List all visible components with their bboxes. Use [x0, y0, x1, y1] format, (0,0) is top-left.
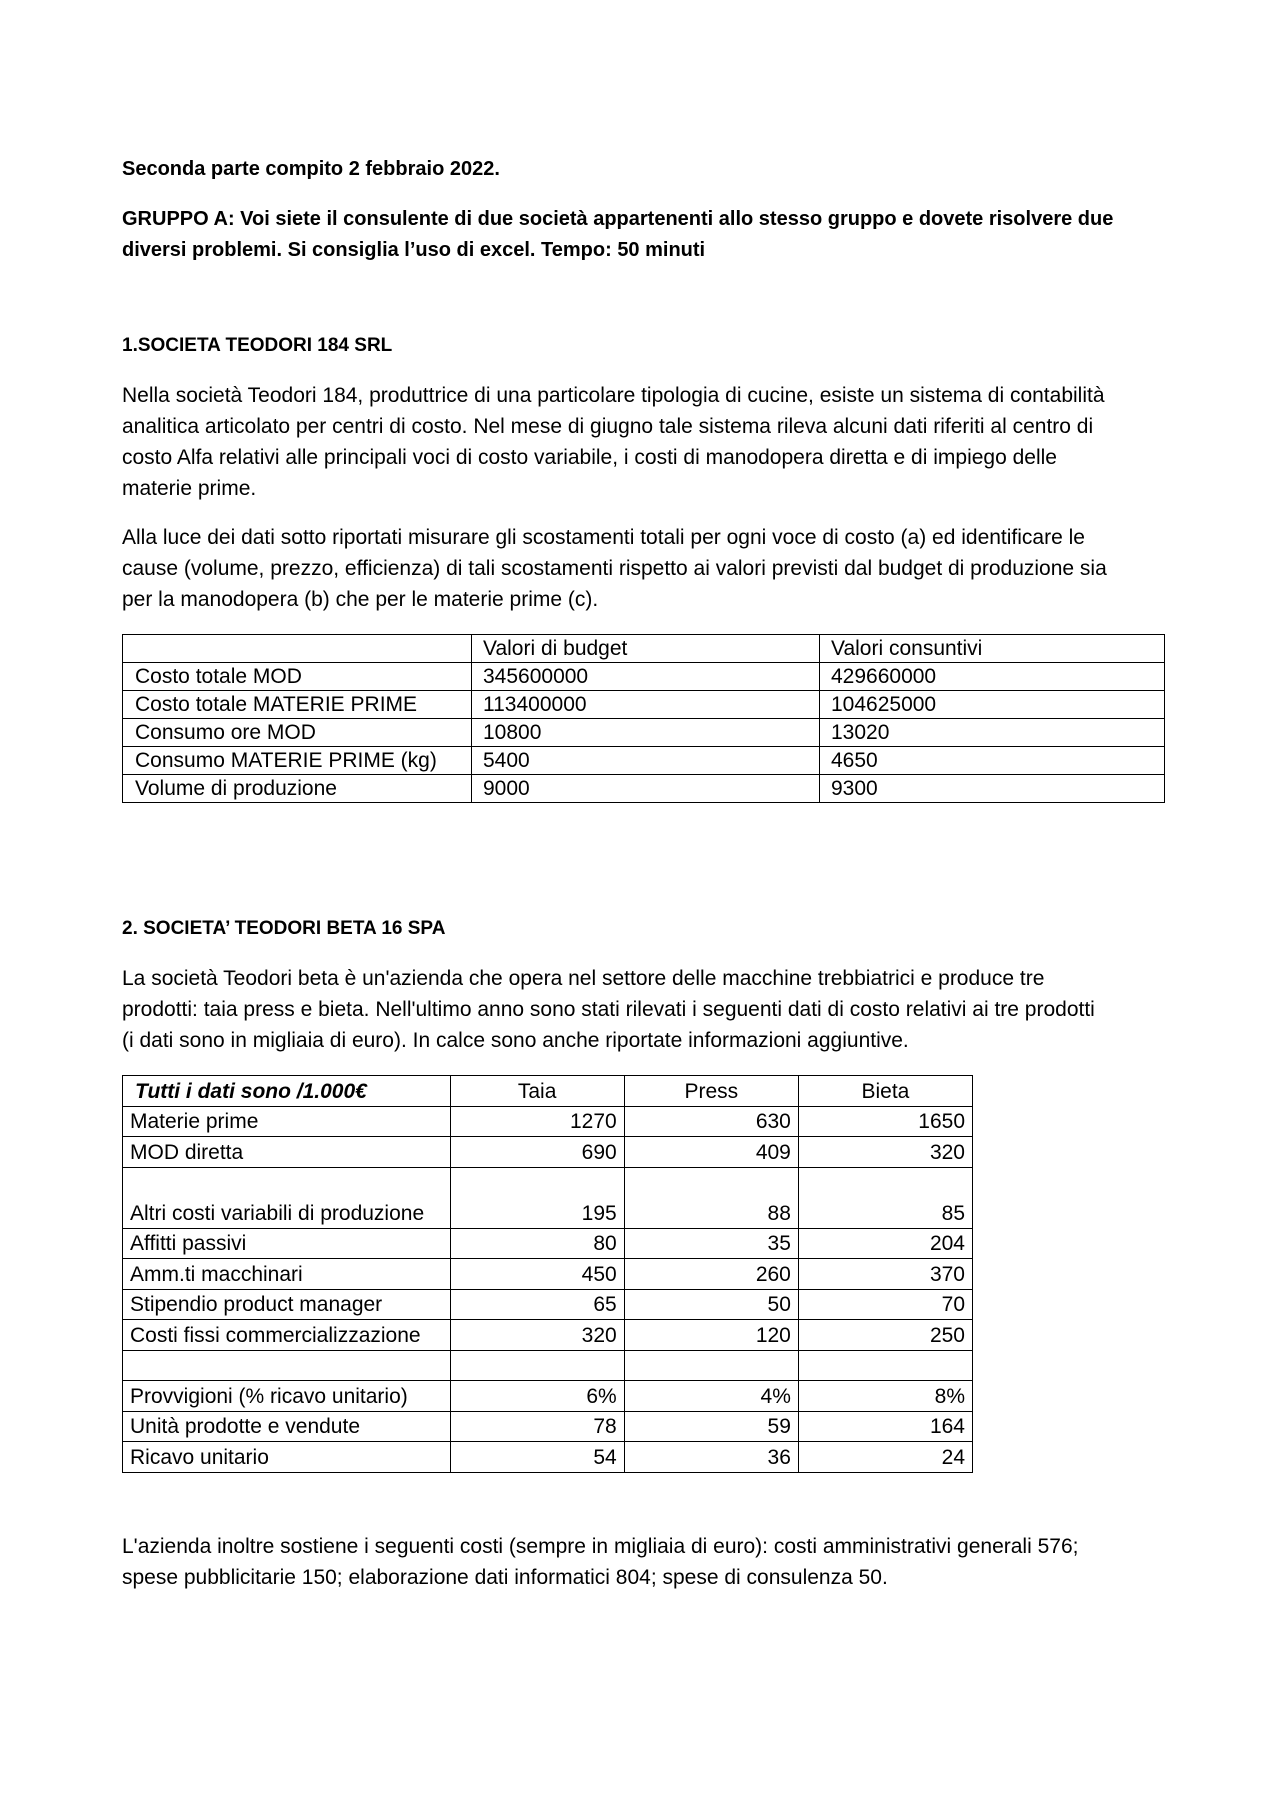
table-header-cell: Valori consuntivi	[820, 635, 1165, 663]
table-cell: 4%	[624, 1381, 798, 1412]
table-cell: 8%	[798, 1381, 972, 1412]
table-cell: 9000	[472, 775, 820, 803]
table-cell: Costo totale MOD	[123, 663, 472, 691]
document-title: Seconda parte compito 2 febbraio 2022.	[122, 158, 500, 180]
table-row	[123, 1289, 973, 1320]
table-header-cell: Valori di budget	[472, 635, 820, 663]
table-row	[123, 1320, 973, 1351]
table-cell: 13020	[820, 719, 1165, 747]
text-line: (i dati sono in migliaia di euro). In calce sono anche riportate informazioni aggiuntive.	[122, 1029, 909, 1052]
table-cell: 80	[450, 1228, 624, 1259]
text-line: prodotti: taia press e bieta. Nell'ultimo anno sono stati rilevati i seguenti dati di costo relativi ai tre prodotti	[122, 998, 1095, 1021]
section2-paragraph1	[122, 963, 1182, 1056]
table-cell: 4650	[820, 747, 1165, 775]
table-cell: Materie prime	[123, 1106, 451, 1137]
section1-paragraph2	[122, 522, 1182, 615]
table-row-empty	[123, 1350, 973, 1381]
table-cell: 450	[450, 1259, 624, 1290]
table-row	[123, 663, 1165, 691]
table-cell: 195	[450, 1167, 624, 1228]
table-cell: 9300	[820, 775, 1165, 803]
table-cell: Consumo ore MOD	[123, 719, 472, 747]
table-row	[123, 1259, 973, 1290]
table-cell: 10800	[472, 719, 820, 747]
table-cell	[123, 1350, 451, 1381]
text-line: Nella società Teodori 184, produttrice di una particolare tipologia di cucine, esiste un sistema di contabilità	[122, 384, 1105, 407]
product-cost-table	[122, 1075, 973, 1473]
table-cell: Consumo MATERIE PRIME (kg)	[123, 747, 472, 775]
table-cell: Ricavo unitario	[123, 1442, 451, 1473]
table-cell	[450, 1350, 624, 1381]
table-header-cell: Press	[624, 1076, 798, 1107]
table-cell: 35	[624, 1228, 798, 1259]
table-cell: Altri costi variabili di produzione	[123, 1167, 451, 1228]
table-cell: 120	[624, 1320, 798, 1351]
table-row	[123, 719, 1165, 747]
table-cell: 5400	[472, 747, 820, 775]
intro-line: diversi problemi. Si consiglia l’uso di excel. Tempo: 50 minuti	[122, 239, 706, 261]
text-line: analitica articolato per centri di costo. Nel mese di giugno tale sistema rileva alcuni dati riferiti al centro di	[122, 415, 1094, 438]
table-header-cell: Tutti i dati sono /1.000€	[123, 1076, 451, 1107]
table-cell: 1650	[798, 1106, 972, 1137]
table-header-cell: Taia	[450, 1076, 624, 1107]
section1-paragraph1	[122, 380, 1182, 504]
table-row	[123, 1137, 973, 1168]
section2-footer-paragraph	[122, 1531, 1182, 1593]
text-line: L'azienda inoltre sostiene i seguenti costi (sempre in migliaia di euro): costi amministrativi generali 576;	[122, 1535, 1079, 1558]
table-cell: 78	[450, 1411, 624, 1442]
table-cell: 24	[798, 1442, 972, 1473]
table-cell	[798, 1350, 972, 1381]
table-cell: 36	[624, 1442, 798, 1473]
text-line: per la manodopera (b) che per le materie prime (c).	[122, 588, 599, 611]
table-cell: 6%	[450, 1381, 624, 1412]
table-cell: 409	[624, 1137, 798, 1168]
table-cell: 54	[450, 1442, 624, 1473]
table-cell: MOD diretta	[123, 1137, 451, 1168]
table-cell: 164	[798, 1411, 972, 1442]
text-line: costo Alfa relativi alle principali voci di costo variabile, i costi di manodopera diretta e di impiego delle	[122, 446, 1057, 469]
table-cell: 260	[624, 1259, 798, 1290]
intro-line: GRUPPO A: Voi siete il consulente di due società appartenenti allo stesso gruppo e dovete risolvere due	[122, 208, 1114, 230]
table-cell: Stipendio product manager	[123, 1289, 451, 1320]
table-cell: Provvigioni (% ricavo unitario)	[123, 1381, 451, 1412]
table-header-row	[123, 635, 1165, 663]
table-row	[123, 1411, 973, 1442]
table-row	[123, 1167, 973, 1228]
text-line: cause (volume, prezzo, efficienza) di tali scostamenti rispetto ai valori previsti dal budget di produzione sia	[122, 557, 1107, 580]
table-row	[123, 1106, 973, 1137]
table-cell: 320	[450, 1320, 624, 1351]
table-cell	[624, 1350, 798, 1381]
table-cell: 65	[450, 1289, 624, 1320]
table-cell: Affitti passivi	[123, 1228, 451, 1259]
table-header-row	[123, 1076, 973, 1107]
table-cell: 70	[798, 1289, 972, 1320]
table-cell: 204	[798, 1228, 972, 1259]
section2-title: 2. SOCIETA’ TEODORI BETA 16 SPA	[122, 918, 446, 939]
table-cell: 690	[450, 1137, 624, 1168]
table-cell: Costi fissi commercializzazione	[123, 1320, 451, 1351]
table-cell: 320	[798, 1137, 972, 1168]
table-row	[123, 747, 1165, 775]
text-line: spese pubblicitarie 150; elaborazione dati informatici 804; spese di consulenza 50.	[122, 1566, 888, 1589]
table-cell: Amm.ti macchinari	[123, 1259, 451, 1290]
text-line: Alla luce dei dati sotto riportati misurare gli scostamenti totali per ogni voce di costo (a) ed identificare le	[122, 526, 1085, 549]
table-cell: 104625000	[820, 691, 1165, 719]
table-cell: 113400000	[472, 691, 820, 719]
table-cell: 429660000	[820, 663, 1165, 691]
table-row	[123, 1442, 973, 1473]
table-row	[123, 1381, 973, 1412]
table-cell: 370	[798, 1259, 972, 1290]
table-cell: 1270	[450, 1106, 624, 1137]
table-cell: 50	[624, 1289, 798, 1320]
section1-title: 1.SOCIETA TEODORI 184 SRL	[122, 335, 393, 356]
table-cell: 630	[624, 1106, 798, 1137]
intro-text	[122, 204, 1172, 266]
table-row	[123, 691, 1165, 719]
table-header-cell: Bieta	[798, 1076, 972, 1107]
table-header-cell	[123, 635, 472, 663]
text-line: La società Teodori beta è un'azienda che opera nel settore delle macchine trebbiatrici e produce tre	[122, 967, 1045, 990]
table-cell: 88	[624, 1167, 798, 1228]
table-cell: Volume di produzione	[123, 775, 472, 803]
variance-data-table	[122, 634, 1165, 803]
table-cell: Unità prodotte e vendute	[123, 1411, 451, 1442]
table-cell: 250	[798, 1320, 972, 1351]
table-cell: 85	[798, 1167, 972, 1228]
table-cell: 345600000	[472, 663, 820, 691]
table-row	[123, 775, 1165, 803]
text-line: materie prime.	[122, 477, 257, 500]
table-row	[123, 1228, 973, 1259]
table-cell: Costo totale MATERIE PRIME	[123, 691, 472, 719]
table-cell: 59	[624, 1411, 798, 1442]
